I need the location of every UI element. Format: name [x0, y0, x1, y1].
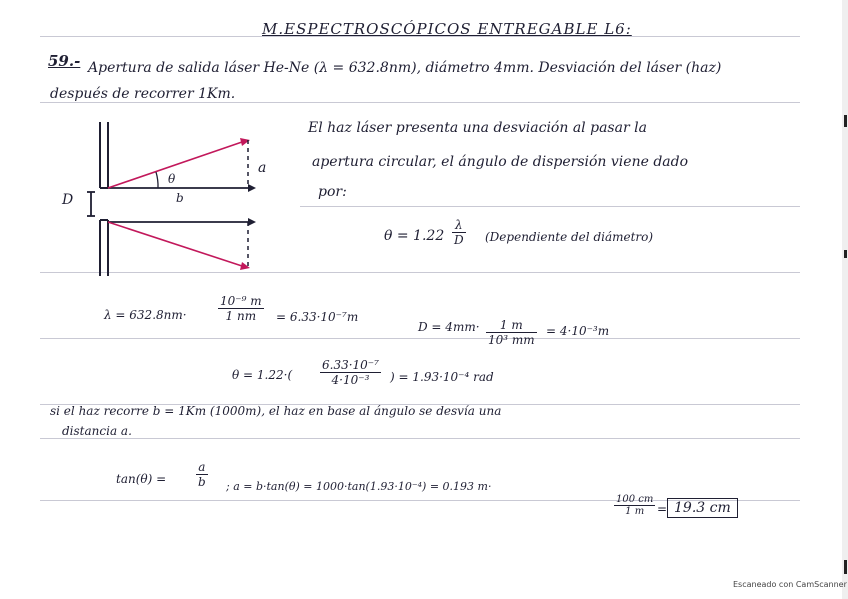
- diameter-result: = 4·10⁻³m: [546, 324, 610, 338]
- theta-calc-fraction: [320, 358, 381, 387]
- formula-note: (Dependiente del diámetro): [485, 230, 654, 244]
- scan-edge-mark: [844, 560, 847, 574]
- formula-numerator: λ: [452, 218, 466, 233]
- theta-calc-result: ) = 1.93·10⁻⁴ rad: [390, 370, 494, 384]
- rule-line: [40, 338, 800, 339]
- lambda-result: = 6.33·10⁻⁷m: [276, 310, 359, 324]
- diagram-b-label: b: [176, 191, 184, 205]
- cm-denominator: 1 m: [625, 506, 645, 517]
- tan-middle: ; a = b·tan(θ) = 1000·tan(1.93·10⁻⁴) = 0.193 m·: [226, 480, 492, 493]
- theta-calc-lhs: θ = 1.22·(: [232, 368, 293, 382]
- diagram-theta-label: θ: [168, 172, 176, 186]
- scanner-watermark: Escaneado con CamScanner: [733, 580, 847, 589]
- lambda-denominator: 1 nm: [225, 309, 257, 323]
- cm-fraction: [614, 494, 655, 517]
- tan-fraction: [196, 460, 208, 489]
- statement-line-2: después de recorrer 1Km.: [50, 86, 236, 102]
- rule-line: [300, 206, 800, 207]
- scan-edge-mark: [844, 115, 847, 127]
- lambda-fraction: [218, 294, 264, 323]
- text-line-2: distancia a.: [62, 424, 132, 438]
- formula-fraction: [452, 218, 466, 247]
- formula-lhs: θ = 1.22: [384, 228, 445, 244]
- explanation-line-2: apertura circular, el ángulo de dispersión viene dado: [312, 154, 689, 170]
- diagram-a-label: a: [258, 160, 267, 176]
- tan-numerator: a: [196, 460, 208, 475]
- diameter-lhs: D = 4mm·: [418, 320, 480, 334]
- tan-lhs: tan(θ) =: [116, 472, 167, 486]
- final-result-box: 19.3 cm: [667, 498, 738, 518]
- result-equals: =: [657, 502, 668, 516]
- text-line-1: si el haz recorre b = 1Km (1000m), el haz en base al ángulo se desvía una: [50, 404, 502, 418]
- scan-edge-mark: [844, 250, 847, 258]
- problem-number: 59.-: [48, 52, 81, 70]
- statement-line-1: Apertura de salida láser He-Ne (λ = 632.8nm), diámetro 4mm. Desviación del láser (haz): [88, 60, 722, 76]
- page-title: M.ESPECTROSCÓPICOS ENTREGABLE L6:: [262, 20, 632, 38]
- theta-calc-denominator: 4·10⁻³: [331, 373, 370, 387]
- diameter-numerator: 1 m: [486, 318, 537, 333]
- explanation-line-1: El haz láser presenta una desviación al pasar la: [308, 120, 647, 136]
- lambda-lhs: λ = 632.8nm·: [104, 308, 187, 322]
- lambda-numerator: 10⁻⁹ m: [220, 294, 262, 308]
- diameter-denominator: 10³ mm: [488, 333, 535, 347]
- theta-calc-numerator: 6.33·10⁻⁷: [322, 358, 379, 372]
- rule-line: [40, 438, 800, 439]
- cm-numerator: 100 cm: [616, 494, 654, 505]
- laser-aperture-diagram: [60, 120, 290, 280]
- diameter-fraction: [486, 318, 537, 347]
- formula-denominator: D: [454, 233, 464, 247]
- tan-denominator: b: [198, 475, 206, 489]
- diagram-d-label: D: [62, 192, 74, 208]
- explanation-line-3: por:: [318, 184, 347, 200]
- rule-line: [40, 102, 800, 103]
- scan-edge: [842, 0, 848, 599]
